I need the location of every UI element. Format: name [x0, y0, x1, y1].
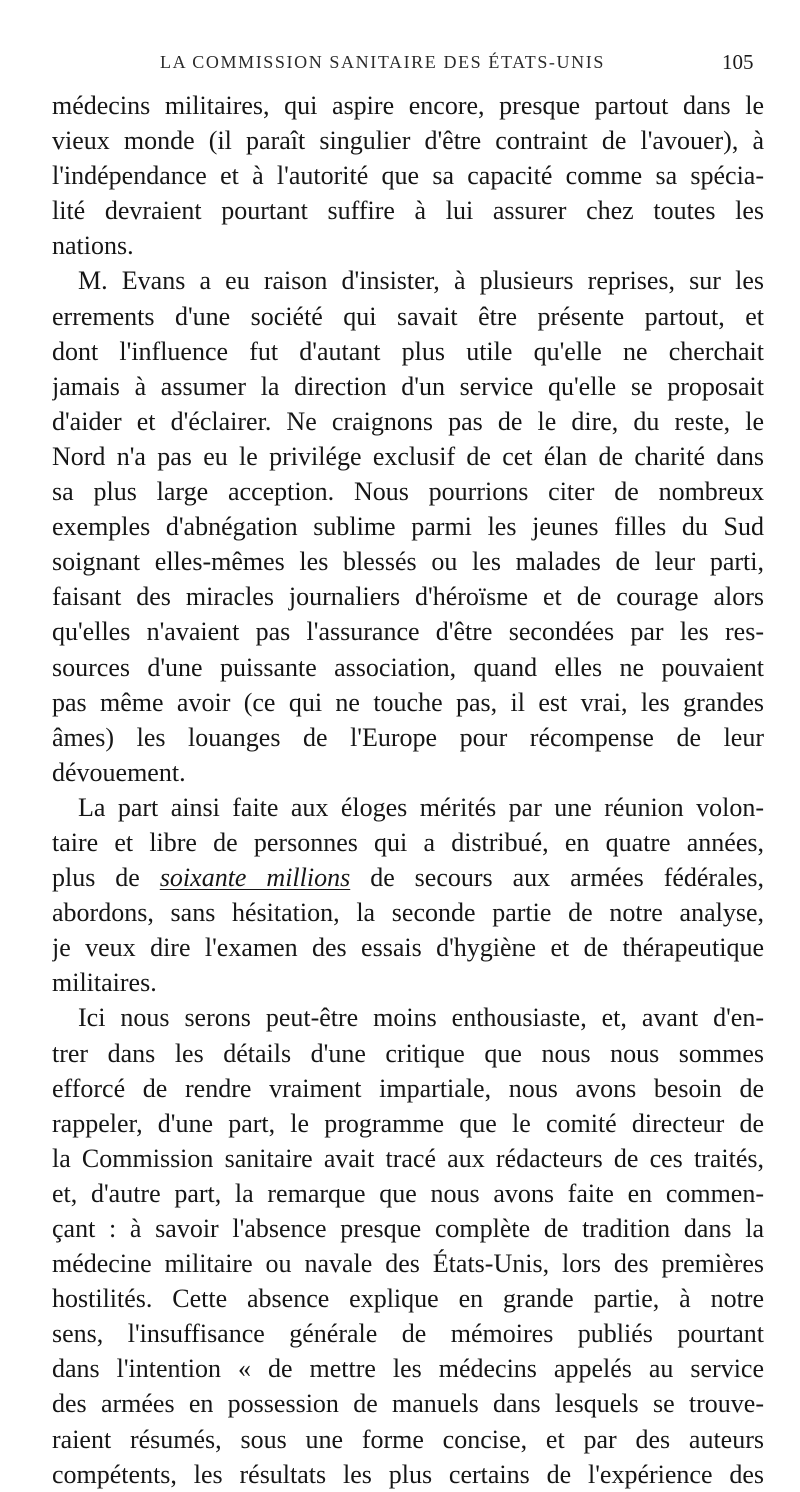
- text-line: dévouement.: [52, 757, 186, 787]
- text-line: La part ainsi faite aux éloges mérités par une réunion volon-: [78, 792, 764, 822]
- running-header-title: LA COMMISSION SANITAIRE DES ÉTATS-UNIS: [160, 52, 605, 72]
- text-line: dans l'intention « de mettre les médecins appelés au service: [52, 1354, 764, 1384]
- text-line: Nord n'a pas eu le privilége exclusif de cet élan de charité dans: [52, 441, 764, 471]
- text-line: dont l'influence fut d'autant plus utile qu'elle ne cherchait: [52, 336, 764, 366]
- text-line: taire et libre de personnes qui a distribué, en quatre années,: [52, 827, 764, 857]
- text-line: efforcé de rendre vraiment impartiale, nous avons besoin de: [52, 1073, 764, 1103]
- text-line: vieux monde (il paraît singulier d'être contraint de l'avouer), à: [52, 126, 764, 156]
- text-line: lité devraient pourtant suffire à lui assurer chez toutes les: [52, 196, 764, 226]
- text-line: jamais à assumer la direction d'un service qu'elle se proposait: [52, 371, 764, 401]
- text-line: la Commission sanitaire avait tracé aux rédacteurs de ces traités,: [52, 1143, 764, 1173]
- text-line: sens, l'insuffisance générale de mémoires publiés pourtant: [52, 1319, 764, 1349]
- text-line: médecine militaire ou navale des États-Unis, lors des premières: [52, 1249, 764, 1279]
- text-line: errements d'une société qui savait être présente partout, et: [52, 301, 764, 331]
- text-line: çant : à savoir l'absence presque complète de tradition dans la: [52, 1214, 764, 1243]
- text-line: soignant elles-mêmes les blessés ou les malades de leur parti,: [52, 547, 764, 577]
- text-line: médecins militaires, qui aspire encore, presque partout dans le: [52, 91, 764, 120]
- text-line: faisant des miracles journaliers d'héroïsme et de courage alors: [52, 582, 764, 612]
- text-line: pas même avoir (ce qui ne touche pas, il est vrai, les grandes: [52, 687, 764, 717]
- text-line: trer dans les détails d'une critique que nous nous sommes: [52, 1038, 764, 1068]
- emphasized-amount: soixante millions: [159, 863, 351, 893]
- text-line: abordons, sans hésitation, la seconde partie de notre analyse,: [52, 898, 764, 928]
- text-line: nations.: [52, 231, 134, 261]
- text-line: sa plus large acception. Nous pourrions citer de nombreux: [52, 477, 764, 507]
- text-line: je veux dire l'examen des essais d'hygiène et de thérapeutique: [52, 933, 764, 963]
- text-line: et, d'autre part, la remarque que nous avons faite en commen-: [52, 1178, 764, 1208]
- text-line: l'indépendance et à l'autorité que sa capacité comme sa spécia-: [52, 161, 764, 191]
- text-line: âmes) les louanges de l'Europe pour récompense de leur: [52, 722, 764, 752]
- text-line: militaires.: [52, 968, 157, 998]
- text-segment: plus de: [52, 863, 140, 893]
- page-number: 105: [722, 50, 754, 74]
- text-line: rappeler, d'une part, le programme que le comité directeur de: [52, 1108, 764, 1138]
- body-text: [52, 88, 764, 1492]
- text-line-mixed: [52, 860, 764, 895]
- text-line: compétents, les résultats les plus certains de l'expérience des: [52, 1459, 764, 1489]
- text-line: des armées en possession de manuels dans lesquels se trouve-: [52, 1389, 764, 1419]
- text-line: Ici nous serons peut-être moins enthousiaste, et, avant d'en-: [78, 1003, 764, 1033]
- text-line: hostilités. Cette absence explique en grande partie, à notre: [52, 1284, 764, 1314]
- text-line: qu'elles n'avaient pas l'assurance d'être secondées par les res-: [52, 617, 764, 647]
- text-segment: de secours aux armées fédérales,: [370, 863, 764, 893]
- text-line: raient résumés, sous une forme concise, et par des auteurs: [52, 1424, 764, 1454]
- text-line: sources d'une puissante association, quand elles ne pouvaient: [52, 652, 764, 682]
- text-line: d'aider et d'éclairer. Ne craignons pas de le dire, du reste, le: [52, 406, 764, 436]
- text-line: M. Evans a eu raison d'insister, à plusieurs reprises, sur les: [78, 266, 764, 296]
- text-line: exemples d'abnégation sublime parmi les jeunes filles du Sud: [52, 512, 764, 542]
